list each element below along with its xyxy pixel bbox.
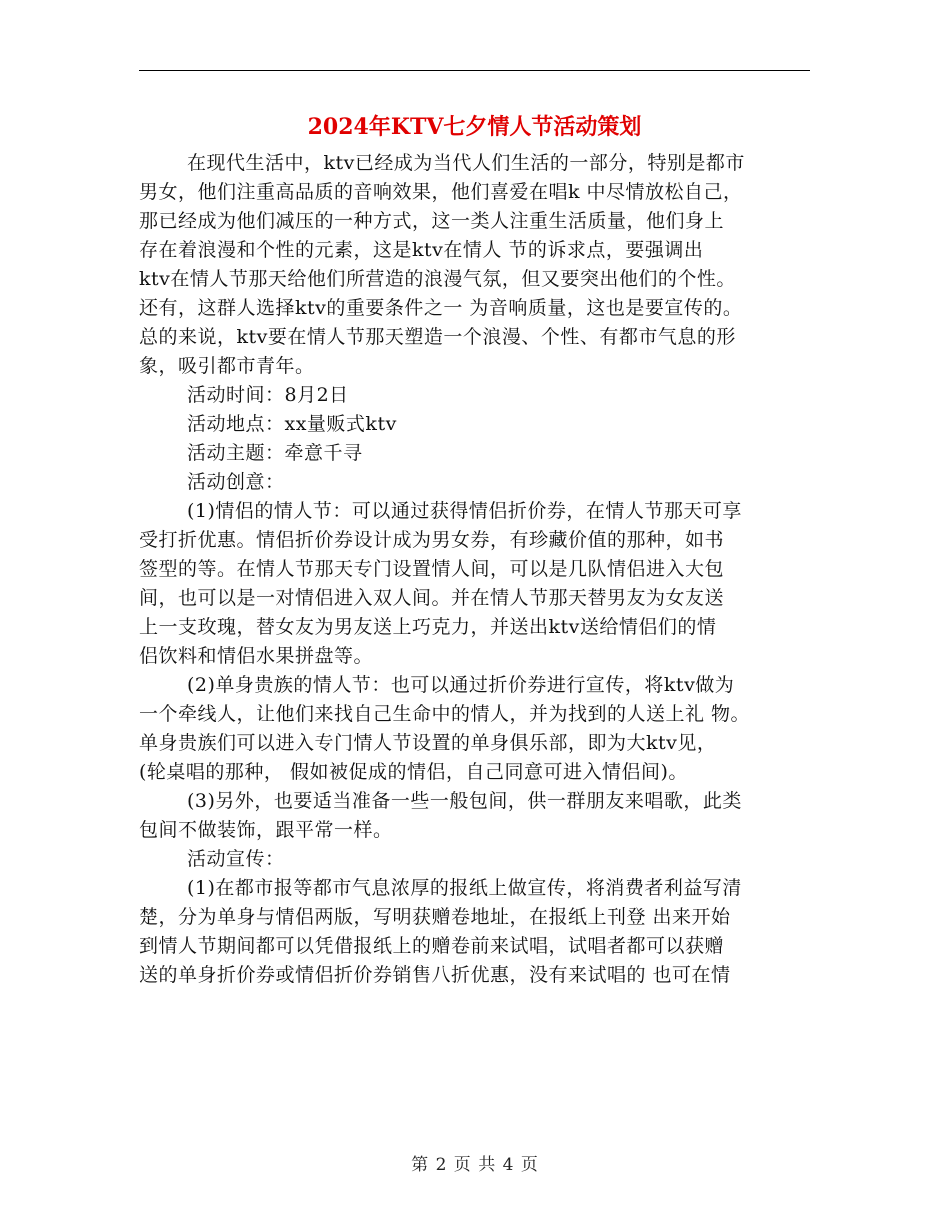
text-line: 签型的等。在情人节那天专门设置情人间，可以是几队情侣进入大包 xyxy=(139,558,725,580)
text-line: 一个牵线人，让他们来找自己生命中的情人，并为找到的人送上礼 物。 xyxy=(139,703,751,725)
document-body xyxy=(139,149,810,990)
text-line: 活动时间：8月2日 xyxy=(187,384,349,406)
text-line: 到情人节期间都可以凭借报纸上的赠卷前来试唱，试唱者都可以获赠 xyxy=(139,935,725,957)
paragraph-promotion-heading xyxy=(139,845,810,874)
text-line: (3)另外，也要适当准备一些一般包间，供一群朋友来唱歌，此类 xyxy=(187,790,742,812)
paragraph-creative-1 xyxy=(139,497,810,671)
text-line: (轮桌唱的那种， 假如被促成的情侣，自己同意可进入情侣间)。 xyxy=(139,761,688,783)
text-line: 单身贵族们可以进入专门情人节设置的单身俱乐部，即为大ktv见， xyxy=(139,732,717,754)
text-line: 侣饮料和情侣水果拼盘等。 xyxy=(139,645,374,667)
text-line: 总的来说，ktv要在情人节那天塑造一个浪漫、个性、有都市气息的形 xyxy=(139,326,736,348)
paragraph-creative-3 xyxy=(139,787,810,845)
text-line: 象，吸引都市青年。 xyxy=(139,355,315,377)
header-rule xyxy=(139,70,810,71)
text-line: 活动主题：牵意千寻 xyxy=(187,442,363,464)
text-line: 活动地点：xx量贩式ktv xyxy=(187,413,397,435)
text-line: 还有，这群人选择ktv的重要条件之一 为音响质量，这也是要宣传的。 xyxy=(139,297,743,319)
text-line: 送的单身折价券或情侣折价券销售八折优惠，没有来试唱的 也可在情 xyxy=(139,964,731,986)
text-line: 间，也可以是一对情侣进入双人间。并在情人节那天替男友为女友送 xyxy=(139,587,725,609)
text-line: 活动创意： xyxy=(187,471,285,493)
text-line: 存在着浪漫和个性的元素，这是ktv在情人 节的诉求点，要强调出 xyxy=(139,239,704,261)
text-line: 包间不做装饰，跟平常一样。 xyxy=(139,819,393,841)
text-line: 楚，分为单身与情侣两版，写明获赠卷地址，在报纸上刊登 出来开始 xyxy=(139,906,731,928)
document-title: 2024年KTV七夕情人节活动策划 xyxy=(307,114,642,140)
paragraph-intro xyxy=(139,149,810,381)
text-line: (2)单身贵族的情人节：也可以通过折价券进行宣传，将ktv做为 xyxy=(187,674,735,696)
paragraph-activity-time xyxy=(139,381,810,410)
text-line: 上一支玫瑰，替女友为男友送上巧克力，并送出ktv送给情侣们的情 xyxy=(139,616,717,638)
paragraph-activity-location xyxy=(139,410,810,439)
page-number-footer: 第 2 页 共 4 页 xyxy=(411,1155,539,1175)
paragraph-promotion-1 xyxy=(139,874,810,990)
text-line: 在现代生活中，ktv已经成为当代人们生活的一部分，特别是都市 xyxy=(187,152,745,174)
text-line: 活动宣传： xyxy=(187,848,285,870)
text-line: (1)情侣的情人节：可以通过获得情侣折价券，在情人节那天可享 xyxy=(187,500,742,522)
text-line: ktv在情人节那天给他们所营造的浪漫气氛，但又要突出他们的个性。 xyxy=(139,268,736,290)
text-line: 那已经成为他们减压的一种方式，这一类人注重生活质量，他们身上 xyxy=(139,210,725,232)
paragraph-activity-theme xyxy=(139,439,810,468)
text-line: 男女，他们注重高品质的音响效果，他们喜爱在唱k 中尽情放松自己， xyxy=(139,181,743,203)
text-line: 受打折优惠。情侣折价券设计成为男女券，有珍藏价值的那种，如书 xyxy=(139,529,725,551)
paragraph-activity-creative-heading xyxy=(139,468,810,497)
paragraph-creative-2 xyxy=(139,671,810,787)
text-line: (1)在都市报等都市气息浓厚的报纸上做宣传，将消费者利益写清 xyxy=(187,877,742,899)
